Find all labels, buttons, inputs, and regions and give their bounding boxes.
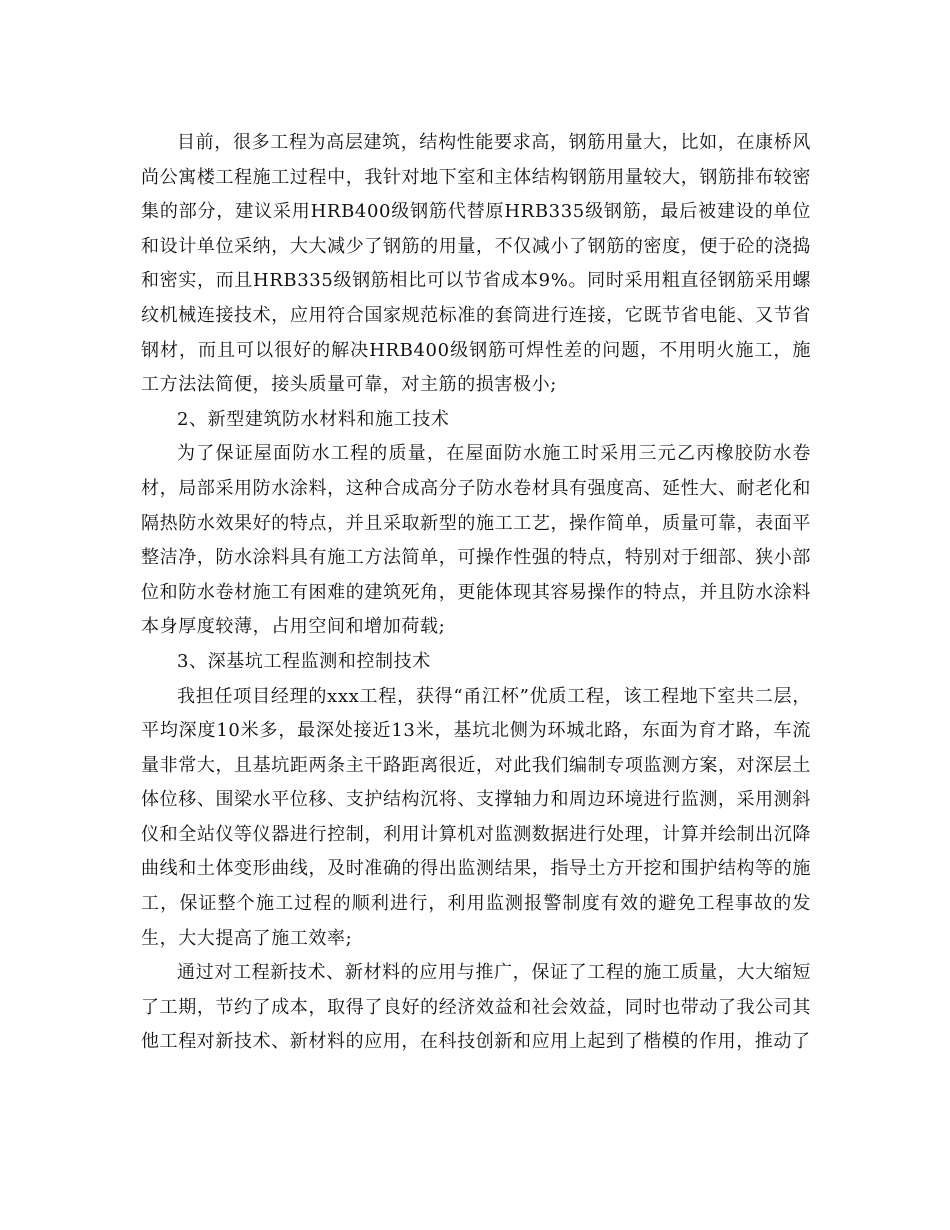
paragraph-conclusion: 通过对工程新技术、新材料的应用与推广，保证了工程的施工质量，大大缩短了工期，节约了成本，取得了良好的经济效益和社会效益，同时也带动了我公司其他工程对新技术、新材料的应用，在科技创新和应用上起到了楷模的作用，推动了 [141,962,811,1053]
document-body [141,126,811,1060]
section-heading-foundation-pit: 3、深基坑工程监测和控制技术 [177,650,431,672]
paragraph-waterproofing: 为了保证屋面防水工程的质量，在屋面防水施工时采用三元乙丙橡胶防水卷材，局部采用防水涂料，这种合成高分子防水卷材具有强度高、延性大、耐老化和隔热防水效果好的特点，并且采取新型的施工工艺，操作简单，质量可靠，表面平整洁净，防水涂料具有施工方法简单，可操作性强的特点，特别对于细部、狭小部位和防水卷材施工有困难的建筑死角，更能体现其容易操作的特点，并且防水涂料本身厚度较薄，占用空间和增加荷载; [141,443,811,638]
section-heading-waterproofing: 2、新型建筑防水材料和施工技术 [177,408,450,430]
paragraph-foundation-pit: 我担任项目经理的xxx工程，获得“甬江杯”优质工程，该工程地下室共二层，平均深度10米多，最深处接近13米，基坑北侧为环城北路，东面为育才路，车流量非常大，且基坑距两条主干路距离很近，对此我们编制专项监测方案，对深层土体位移、围梁水平位移、支护结构沉将、支撑轴力和周边环境进行监测，采用测斜仪和全站仪等仪器进行控制，利用计算机对监测数据进行处理，计算并绘制出沉降曲线和土体变形曲线，及时准确的得出监测结果，指导土方开挖和围护结构等的施工，保证整个施工过程的顺利进行，利用监测报警制度有效的避免工程事故的发生，大大提高了施工效率; [141,685,811,949]
paragraph-rebar-technology: 目前，很多工程为高层建筑，结构性能要求高，钢筋用量大，比如，在康桥风尚公寓楼工程施工过程中，我针对地下室和主体结构钢筋用量较大，钢筋排布较密集的部分，建议采用HRB400级钢筋代替原HRB335级钢筋，最后被建设的单位和设计单位采纳，大大减少了钢筋的用量，不仅减小了钢筋的密度，便于砼的浇捣和密实，而且HRB335级钢筋相比可以节省成本9%。同时采用粗直径钢筋采用螺纹机械连接技术，应用符合国家规范标准的套筒进行连接，它既节省电能、又节省钢材，而且可以很好的解决HRB400级钢筋可焊性差的问题，不用明火施工，施工方法法简便，接头质量可靠，对主筋的损害极小; [141,132,811,396]
